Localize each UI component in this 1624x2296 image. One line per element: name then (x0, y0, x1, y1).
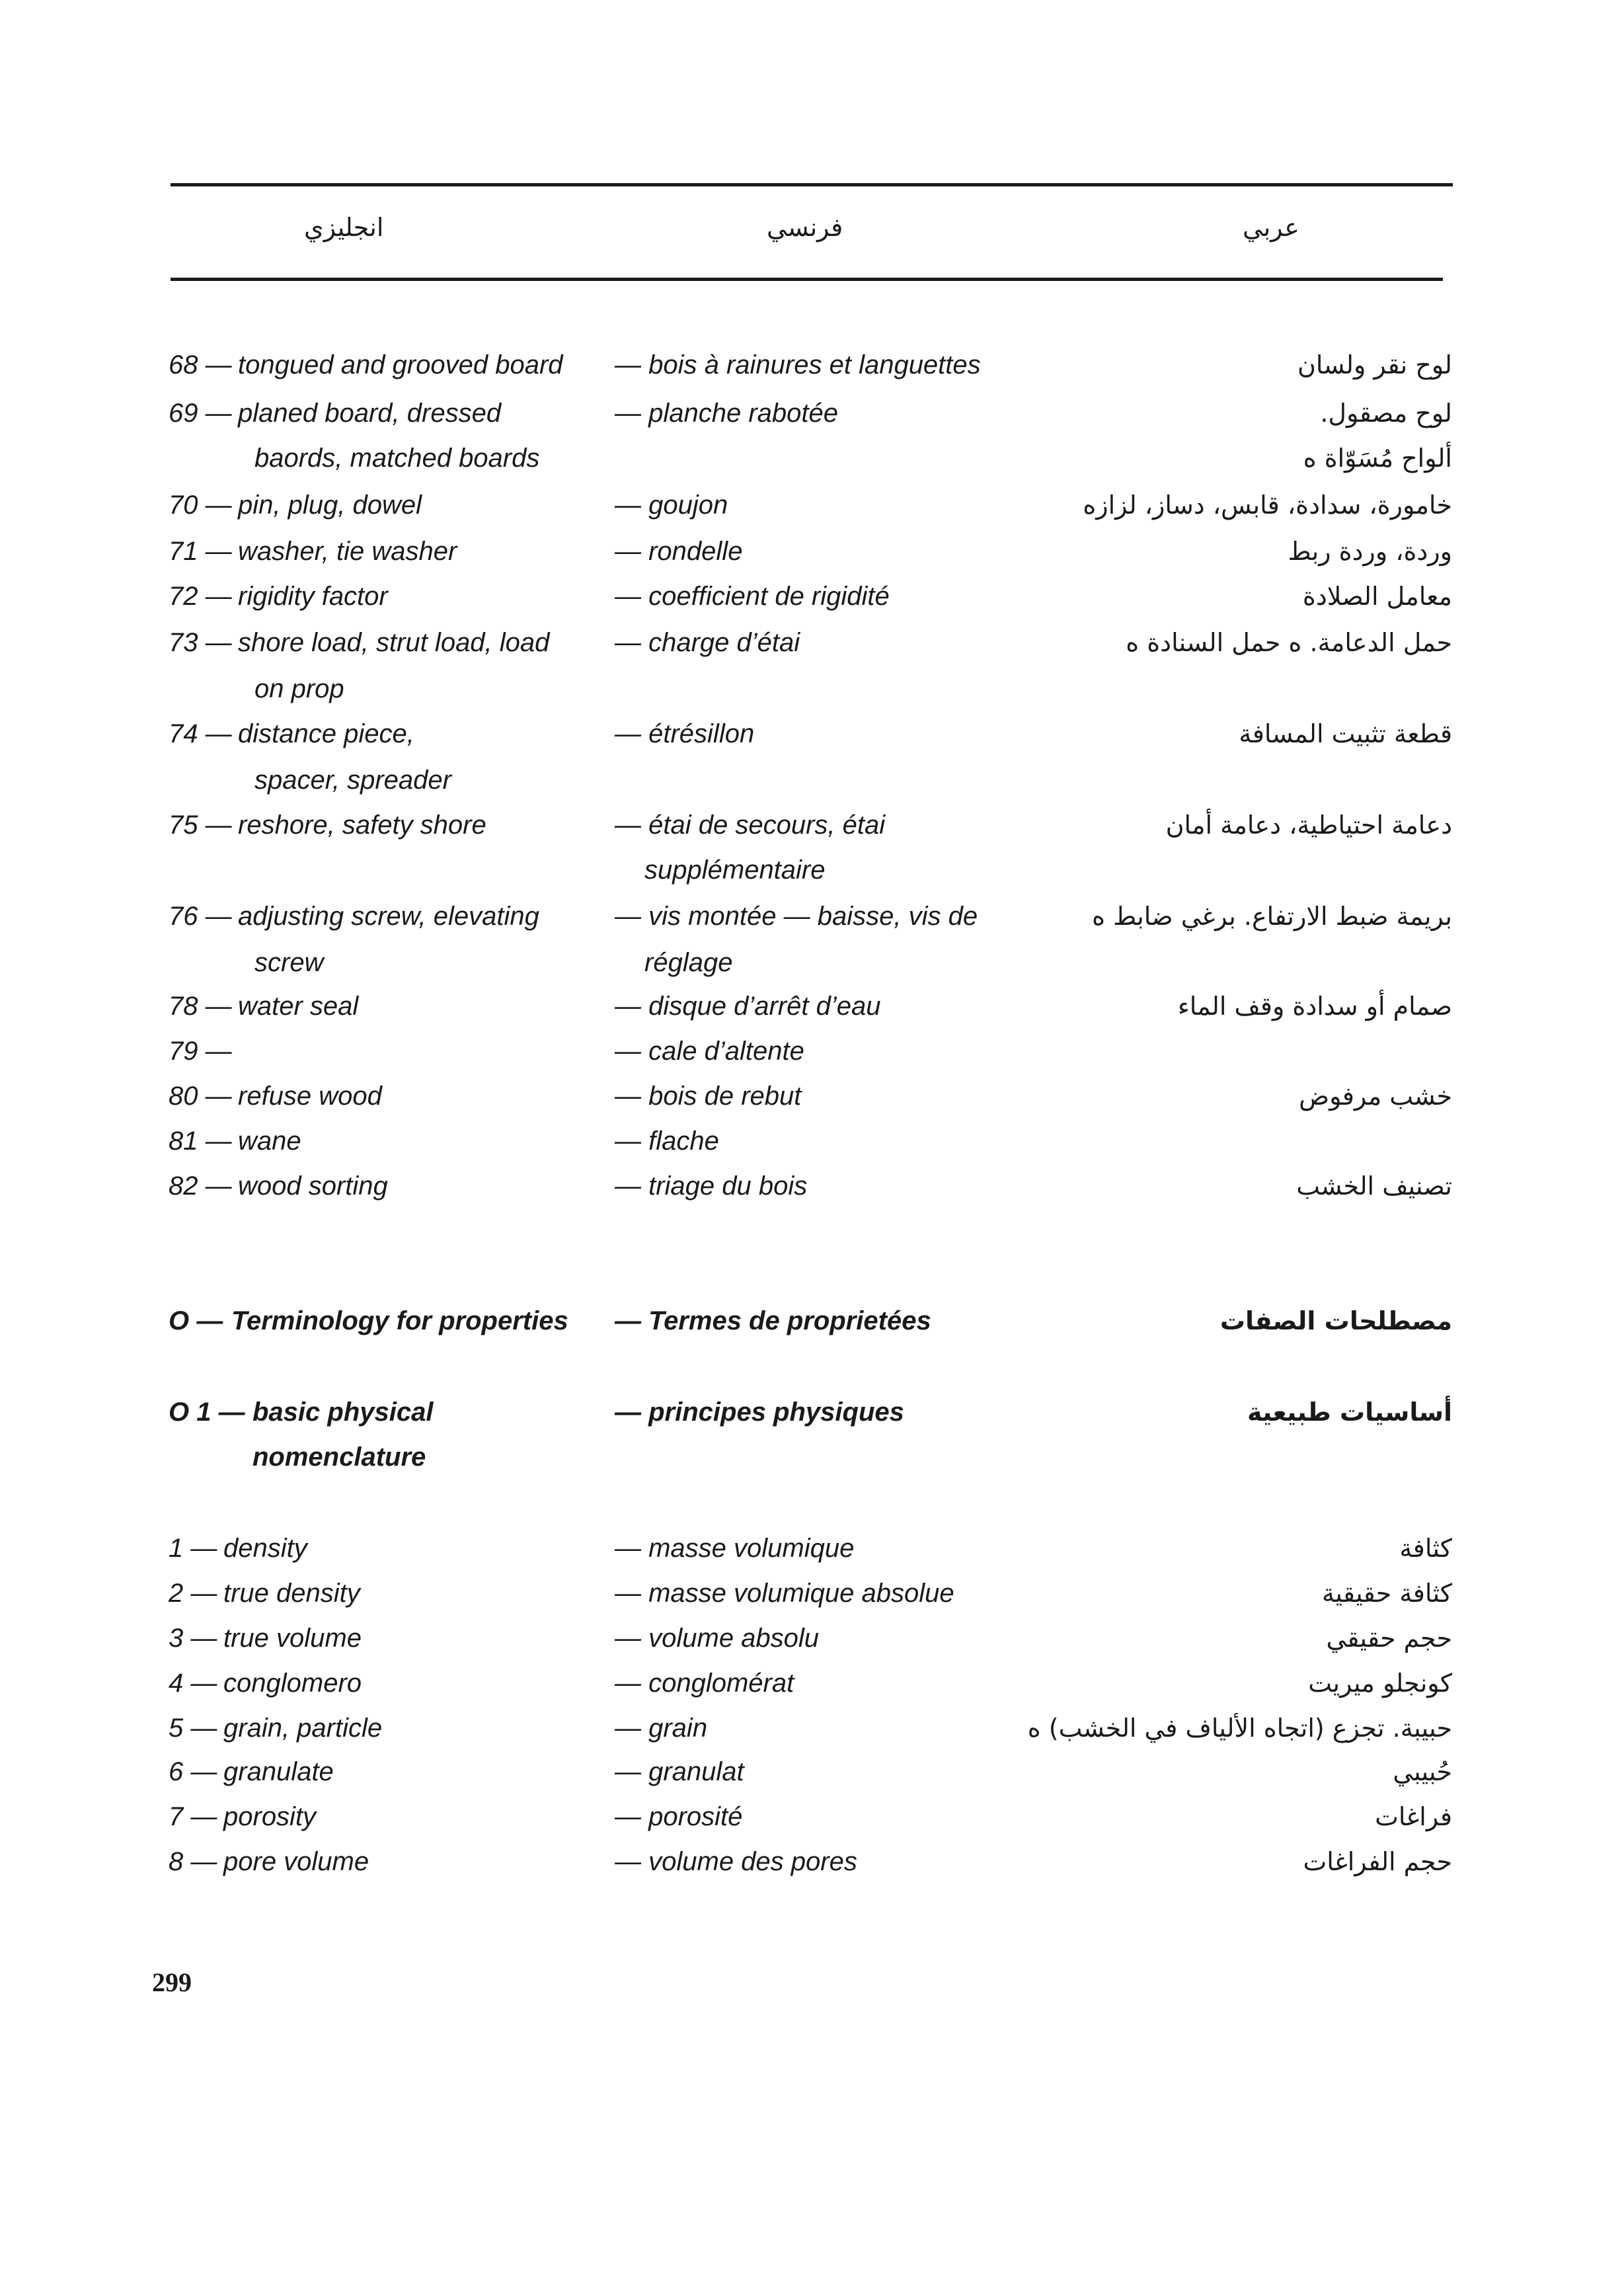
term-arabic: خشب مرفوض (1299, 1082, 1452, 1111)
column-header-arabic: عربي (1243, 213, 1299, 242)
term-row (0, 1802, 1624, 1846)
term-row (0, 582, 1624, 625)
term-row (0, 902, 1624, 945)
term-french: — planche rabotée (615, 399, 839, 428)
term-english: granulate (223, 1757, 334, 1786)
term-row (0, 491, 1624, 534)
term-arabic: لوح مصقول. (1320, 399, 1452, 428)
term-english: pore volume (223, 1847, 369, 1876)
term-arabic: حُبيبي (1393, 1757, 1452, 1786)
term-arabic: صمام أو سدادة وقف الماء (1177, 992, 1452, 1021)
term-french: — étrésillon (615, 719, 755, 748)
term-arabic: بريمة ضبط الارتفاع. برغي ضابط ه (1092, 902, 1452, 931)
term-english: adjusting screw, elevating (238, 902, 539, 931)
term-french: — coefficient de rigidité (615, 582, 890, 611)
term-french: — masse volumique (615, 1534, 855, 1563)
term-number: 68 — (169, 350, 232, 379)
term-arabic: حجم حقيقي (1326, 1624, 1452, 1653)
term-row (0, 1624, 1624, 1667)
term-number: 80 — (169, 1082, 232, 1111)
term-number: 7 — (169, 1802, 217, 1831)
term-arabic: خامورة، سدادة، قابس، دساز، لزازه (1083, 491, 1452, 520)
term-arabic: تصنيف الخشب (1296, 1171, 1452, 1201)
term-row (0, 350, 1624, 394)
term-arabic: وردة، وردة ربط (1288, 537, 1452, 566)
term-row (0, 1534, 1624, 1577)
term-french: supplémentaire (644, 855, 826, 885)
term-number: 2 — (169, 1579, 217, 1608)
term-row (0, 628, 1624, 672)
term-number: 6 — (169, 1757, 217, 1786)
header-bottom-rule (171, 278, 1443, 281)
term-arabic: حمل الدعامة. ه حمل السنادة ه (1126, 628, 1452, 657)
term-number: 71 — (169, 537, 232, 566)
header-top-rule (171, 183, 1453, 186)
term-row (0, 719, 1624, 763)
term-english: planed board, dressed (238, 399, 502, 428)
term-row (0, 1714, 1624, 1757)
subsection-title-english: nomenclature (252, 1443, 426, 1472)
section-title-arabic: مصطلحات الصفات (1219, 1306, 1452, 1335)
term-english: pin, plug, dowel (238, 491, 422, 520)
term-french: — masse volumique absolue (615, 1579, 954, 1608)
term-english: tongued and grooved board (238, 350, 563, 379)
term-english: reshore, safety shore (238, 811, 486, 840)
term-number: 79 — (169, 1037, 232, 1066)
term-number: 70 — (169, 491, 232, 520)
term-number: 4 — (169, 1669, 217, 1698)
term-french: — volume des pores (615, 1847, 857, 1876)
term-french: — granulat (615, 1757, 744, 1786)
column-header-english: انجليزي (304, 213, 384, 242)
term-row (0, 1037, 1624, 1080)
term-french: — bois à rainures et languettes (615, 350, 981, 379)
term-english: grain, particle (223, 1714, 383, 1743)
term-number: 1 — (169, 1534, 217, 1563)
term-number: 75 — (169, 811, 232, 840)
term-row (0, 1082, 1624, 1125)
term-row-continuation (0, 766, 1624, 809)
term-row (0, 1757, 1624, 1801)
term-french: — triage du bois (615, 1171, 808, 1201)
term-french: — vis montée — baisse, vis de (615, 902, 978, 931)
term-row (0, 992, 1624, 1035)
term-row (0, 1171, 1624, 1215)
term-english: refuse wood (238, 1082, 382, 1111)
term-row-continuation (0, 674, 1624, 718)
term-row (0, 811, 1624, 854)
subsection-number: O 1 — (169, 1398, 245, 1427)
term-arabic: حجم الفراغات (1303, 1847, 1452, 1876)
term-arabic: كونجلو ميريت (1308, 1669, 1452, 1698)
term-french: — charge d’étai (615, 628, 800, 657)
term-english: wood sorting (238, 1171, 388, 1201)
term-english: porosity (223, 1802, 317, 1831)
page-number: 299 (152, 1967, 192, 1997)
term-row-continuation (0, 444, 1624, 487)
term-row (0, 537, 1624, 580)
term-number: 73 — (169, 628, 232, 657)
term-english: baords, matched boards (254, 444, 540, 473)
term-english: screw (254, 948, 324, 977)
term-number: 81 — (169, 1127, 232, 1156)
term-number: 78 — (169, 992, 232, 1021)
term-french: — cale d’altente (615, 1037, 804, 1066)
subsection-heading-continuation (0, 1443, 1624, 1486)
term-arabic: قطعة تثبيت المسافة (1239, 719, 1452, 748)
term-french: — goujon (615, 491, 728, 520)
term-french: — bois de rebut (615, 1082, 802, 1111)
term-number: 82 — (169, 1171, 232, 1201)
term-arabic: دعامة احتياطية، دعامة أمان (1165, 811, 1452, 840)
term-english: true volume (223, 1624, 362, 1653)
term-english: distance piece, (238, 719, 414, 748)
term-french: — conglomérat (615, 1669, 794, 1698)
term-english: on prop (254, 674, 344, 703)
column-header-french: فرنسي (767, 213, 843, 242)
term-row-continuation (0, 948, 1624, 992)
term-english: shore load, strut load, load (238, 628, 550, 657)
term-number: 3 — (169, 1624, 217, 1653)
term-english: density (223, 1534, 307, 1563)
term-arabic: حبيبة. تجزع (اتجاه الألياف في الخشب) ه (1027, 1714, 1452, 1743)
term-french: — rondelle (615, 537, 743, 566)
subsection-title-french: — principes physiques (615, 1398, 904, 1427)
subsection-heading (0, 1398, 1624, 1441)
term-row (0, 399, 1624, 442)
term-row (0, 1579, 1624, 1622)
term-english: rigidity factor (238, 582, 388, 611)
term-arabic: لوح نقر ولسان (1297, 350, 1452, 379)
term-arabic: كثافة حقيقية (1322, 1579, 1452, 1608)
term-arabic: فراغات (1375, 1802, 1452, 1831)
term-english: washer, tie washer (238, 537, 457, 566)
term-number: 5 — (169, 1714, 217, 1743)
term-arabic: معامل الصلادة (1302, 582, 1452, 611)
term-english: water seal (238, 992, 359, 1021)
term-french: — volume absolu (615, 1624, 820, 1653)
section-heading (0, 1306, 1624, 1350)
term-french: réglage (644, 948, 733, 977)
term-arabic: كثافة (1399, 1534, 1452, 1563)
term-row (0, 1127, 1624, 1170)
term-french: — grain (615, 1714, 708, 1743)
term-number: 8 — (169, 1847, 217, 1876)
term-english: conglomero (223, 1669, 362, 1698)
term-number: 76 — (169, 902, 232, 931)
term-number: 69 — (169, 399, 232, 428)
term-row-continuation (0, 855, 1624, 899)
term-french: — disque d’arrêt d’eau (615, 992, 881, 1021)
section-title-french: — Termes de proprietées (615, 1306, 931, 1335)
term-french: — porosité (615, 1802, 743, 1831)
term-number: 72 — (169, 582, 232, 611)
term-row (0, 1847, 1624, 1891)
term-row (0, 1669, 1624, 1712)
subsection-title-arabic: أساسيات طبيعية (1247, 1398, 1452, 1427)
section-number: O — (169, 1306, 223, 1335)
section-title-english: Terminology for properties (231, 1306, 568, 1335)
term-number: 74 — (169, 719, 232, 748)
term-english: wane (238, 1127, 301, 1156)
term-arabic: ألواح مُسَوّاة ه (1303, 444, 1452, 473)
term-english: true density (223, 1579, 360, 1608)
term-french: — flache (615, 1127, 719, 1156)
term-english: spacer, spreader (254, 766, 451, 795)
subsection-title-english: basic physical (252, 1398, 434, 1427)
term-french: — étai de secours, étai (615, 811, 886, 840)
